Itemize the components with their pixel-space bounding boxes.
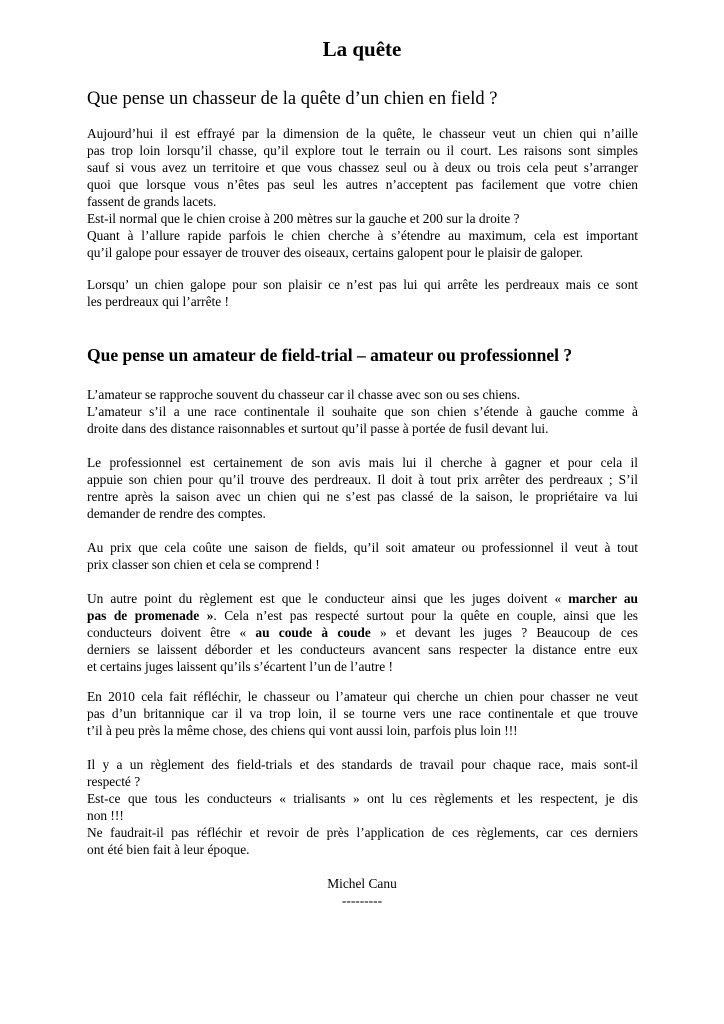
text-line: L’amateur se rapproche souvent du chasseur car il chasse avec son ou ses chiens. — [87, 387, 521, 402]
author-signature: Michel Canu — [327, 876, 397, 891]
paragraph-rules — [87, 590, 638, 675]
text-line: les perdreaux qui l’arrête ! — [87, 294, 230, 309]
text-line: rentre après la saison avec un chien qui ne s’est pas classé de la saison, le propriétaire va lui — [87, 489, 638, 504]
text-span: Un autre point du règlement est que le conducteur ainsi que les juges doivent « — [87, 591, 569, 606]
text-span: conducteurs doivent être « — [87, 625, 256, 640]
separator-line: --------- — [341, 893, 383, 908]
text-line: qu’il galope pour essayer de trouver des oiseaux, certains galopent pour le plaisir de galoper. — [87, 245, 584, 260]
text-line: t’il à peu près la même chose, des chiens qui vont aussi loin, parfois plus loin !!! — [87, 723, 518, 738]
text-line: Est-ce que tous les conducteurs « trialisants » ont lu ces règlements et les respectent, je dis — [87, 791, 638, 806]
text-line: ont été bien fait à leur époque. — [87, 842, 250, 857]
text-line: Aujourd’hui il est effrayé par la dimension de la quête, le chasseur veut un chien qui n’aille — [87, 126, 638, 141]
text-span: » et devant les juges ? Beaucoup de ces — [370, 625, 639, 640]
text-span: . Cela n’est pas respecté surtout pour la quête en couple, ainsi que les — [213, 608, 638, 623]
emphasis-text: au coude à coude — [255, 625, 371, 640]
text-line: En 2010 cela fait réfléchir, le chasseur ou l’amateur qui cherche un chien pour chasser ne veut — [87, 689, 638, 704]
text-line: fassent de grands lacets. — [87, 194, 217, 209]
paragraph-amateur — [87, 386, 638, 437]
text-line — [87, 590, 638, 607]
text-line: droite dans des distance raisonnables et surtout qu’il passe à portée de fusil devant lui. — [87, 421, 549, 436]
text-line: et certains juges laissent qu’ils s’écartent l’un de l’autre ! — [87, 659, 394, 674]
text-line: pas d’un britannique car il va trop loin, il se tourne vers une race continentale et que trouve — [87, 706, 638, 721]
paragraph-regulations — [87, 756, 638, 858]
page-title: La quête — [322, 37, 402, 61]
text-line: derniers se laissent déborder et les conducteurs avancent sans respecter la distance entre eux — [87, 642, 638, 657]
text-line: Il y a un règlement des field-trials et des standards de travail pour chaque race, mais sont-il — [87, 757, 638, 772]
text-line: L’amateur s’il a une race continentale il souhaite que son chien s’étende à gauche comme à — [87, 404, 638, 419]
section-heading-amateur: Que pense un amateur de field-trial – amateur ou professionnel ? — [87, 345, 573, 365]
text-line: prix classer son chien et cela se comprend ! — [87, 557, 320, 572]
paragraph-season-cost — [87, 539, 638, 573]
text-line: Est-il normal que le chien croise à 200 mètres sur la gauche et 200 sur la droite ? — [87, 211, 520, 226]
text-line: respecté ? — [87, 774, 141, 789]
text-line: appuie son chien pour qu’il trouve des perdreaux. Il doit à tout prix arrêter des perdreaux ; S’il — [87, 472, 638, 487]
text-line: Ne faudrait-il pas réfléchir et revoir de près l’application de ces règlements, car ces derniers — [87, 825, 638, 840]
paragraph-hunter-gallop — [87, 276, 638, 310]
text-line: Le professionnel est certainement de son avis mais lui il cherche à gagner et pour cela il — [87, 455, 638, 470]
text-line: Au prix que cela coûte une saison de fields, qu’il soit amateur ou professionnel il veut à tout — [87, 540, 638, 555]
text-line: sauf si vous avez un territoire et que vous chassez seul ou à deux ou trois cela peut s’arranger — [87, 160, 638, 175]
section-heading-hunter: Que pense un chasseur de la quête d’un chien en field ? — [87, 89, 498, 109]
text-line: demander de rendre des comptes. — [87, 506, 266, 521]
text-line: quoi que lorsque vous n’êtes pas seul les autres n’acceptent pas facilement que votre chien — [87, 177, 638, 192]
emphasis-text: marcher au — [568, 591, 639, 606]
emphasis-text: pas de promenade » — [87, 608, 214, 623]
paragraph-professional — [87, 454, 638, 522]
text-line: Lorsqu’ un chien galope pour son plaisir ce n’est pas lui qui arrête les perdreaux mais ce sont — [87, 277, 638, 292]
text-line: Quant à l’allure rapide parfois le chien cherche à s’étendre au maximum, cela est important — [87, 228, 638, 243]
paragraph-2010 — [87, 688, 638, 739]
text-line: pas trop loin lorsqu’il chasse, qu’il explore tout le terrain ou il court. Les raisons sont simples — [87, 143, 638, 158]
text-line: non !!! — [87, 808, 124, 823]
text-line — [87, 607, 638, 624]
text-line — [87, 624, 638, 641]
paragraph-hunter-intro — [87, 125, 638, 261]
